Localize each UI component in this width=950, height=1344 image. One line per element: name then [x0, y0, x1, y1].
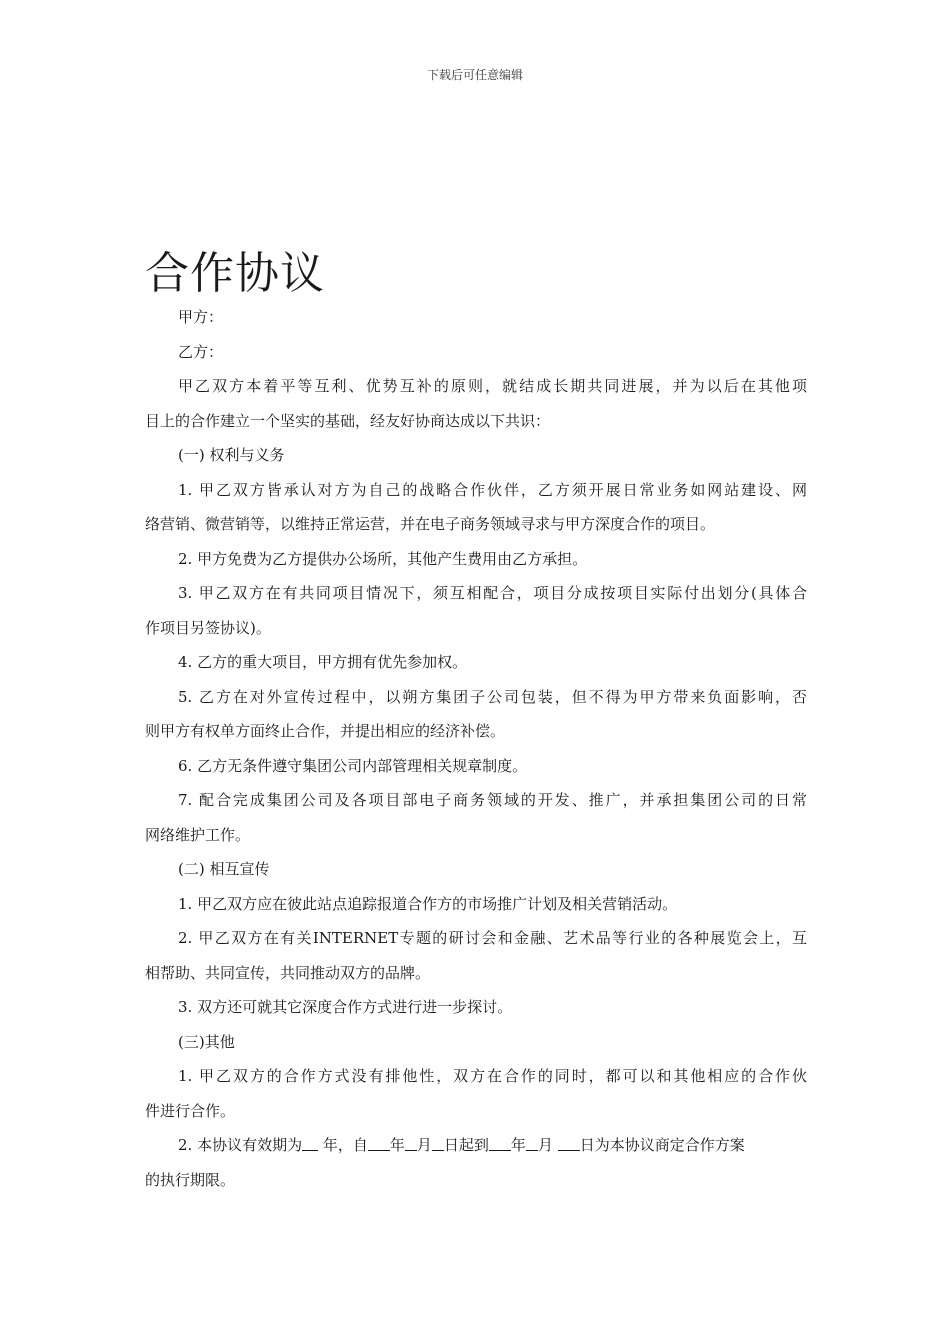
clause-1-4: 4. 乙方的重大项目，甲方拥有优先参加权。 [178, 653, 468, 671]
clause-3-2-line-1 [145, 1128, 807, 1163]
clause-text: 年 [389, 1136, 405, 1154]
clause-2-1: 1. 甲乙双方应在彼此站点追踪报道合作方的市场推广计划及相关营销活动。 [178, 894, 678, 913]
party-b-line: 乙方： [178, 342, 224, 361]
clause-text: 月 [537, 1136, 558, 1154]
blank-field [526, 1136, 538, 1151]
section-heading-other: (三)其他 [178, 1032, 235, 1051]
clause-1-7-line-2: 网络维护工作。 [145, 825, 251, 844]
clause-3-1-line-2: 件进行合作。 [145, 1101, 236, 1120]
clause-text: 日为本协议商定合作方案 [579, 1136, 745, 1154]
blank-field [558, 1136, 580, 1151]
clause-text: 年，自 [318, 1136, 368, 1154]
section-heading-promotion: (二) 相互宣传 [178, 860, 270, 878]
clause-1-5-line-2: 则甲方有权单方面终止合作，并提出相应的经济补偿。 [145, 722, 506, 740]
party-a-line: 甲方： [178, 308, 224, 326]
document-title: 合作协议 [145, 248, 325, 299]
blank-field [302, 1136, 318, 1151]
blank-field [368, 1136, 390, 1151]
clause-2-2-line-1: 2. 甲乙双方在有关INTERNET专题的研讨会和金融、艺术品等行业的各种展览会上，互 [178, 929, 807, 947]
clause-text: 月 [416, 1136, 432, 1154]
clause-text: 年 [510, 1136, 526, 1154]
clause-1-3-line-1: 3. 甲乙双方在有共同项目情况下，须互相配合，项目分成按项目实际付出划分(具体合 [178, 584, 807, 602]
blank-field [432, 1136, 444, 1151]
document-body [145, 300, 807, 1197]
clause-3-2-line-2: 的执行期限。 [145, 1170, 236, 1189]
clause-1-7-line-1: 7. 配合完成集团公司及各项目部电子商务领域的开发、推广，并承担集团公司的日常 [178, 791, 807, 809]
clause-1-6: 6. 乙方无条件遵守集团公司内部管理相关规章制度。 [178, 756, 528, 775]
clause-1-2: 2. 甲方免费为乙方提供办公场所，其他产生费用由乙方承担。 [178, 549, 588, 568]
clause-1-1-line-2: 络营销、微营销等，以维持正常运营，并在电子商务领域寻求与甲方深度合作的项目。 [145, 515, 716, 533]
clause-2-2-line-2: 相帮助、共同宣传，共同推动双方的品牌。 [145, 963, 431, 982]
blank-field [405, 1136, 417, 1151]
intro-line-1: 甲乙双方本着平等互利、优势互补的原则，就结成长期共同进展，并为以后在其他项 [178, 377, 807, 395]
clause-text: 日起到 [443, 1136, 489, 1154]
clause-2-3: 3. 双方还可就其它深度合作方式进行进一步探讨。 [178, 998, 513, 1016]
clause-1-3-line-2: 作项目另签协议)。 [145, 618, 271, 637]
blank-field [489, 1136, 511, 1151]
clause-1-1-line-1: 1. 甲乙双方皆承认对方为自己的战略合作伙伴，乙方须开展日常业务如网站建设、网 [178, 480, 807, 499]
clause-1-5-line-1: 5. 乙方在对外宣传过程中，以朔方集团子公司包装，但不得为甲方带来负面影响，否 [178, 687, 807, 706]
intro-line-2: 目上的合作建立一个坚实的基础，经友好协商达成以下共识： [145, 411, 551, 430]
section-heading-rights: (一) 权利与义务 [178, 446, 285, 464]
clause-text: 2. 本协议有效期为 [178, 1136, 303, 1154]
header-note: 下载后可任意编辑 [426, 68, 523, 82]
clause-3-1-line-1: 1. 甲乙双方的合作方式没有排他性，双方在合作的同时，都可以和其他相应的合作伙 [178, 1067, 807, 1085]
